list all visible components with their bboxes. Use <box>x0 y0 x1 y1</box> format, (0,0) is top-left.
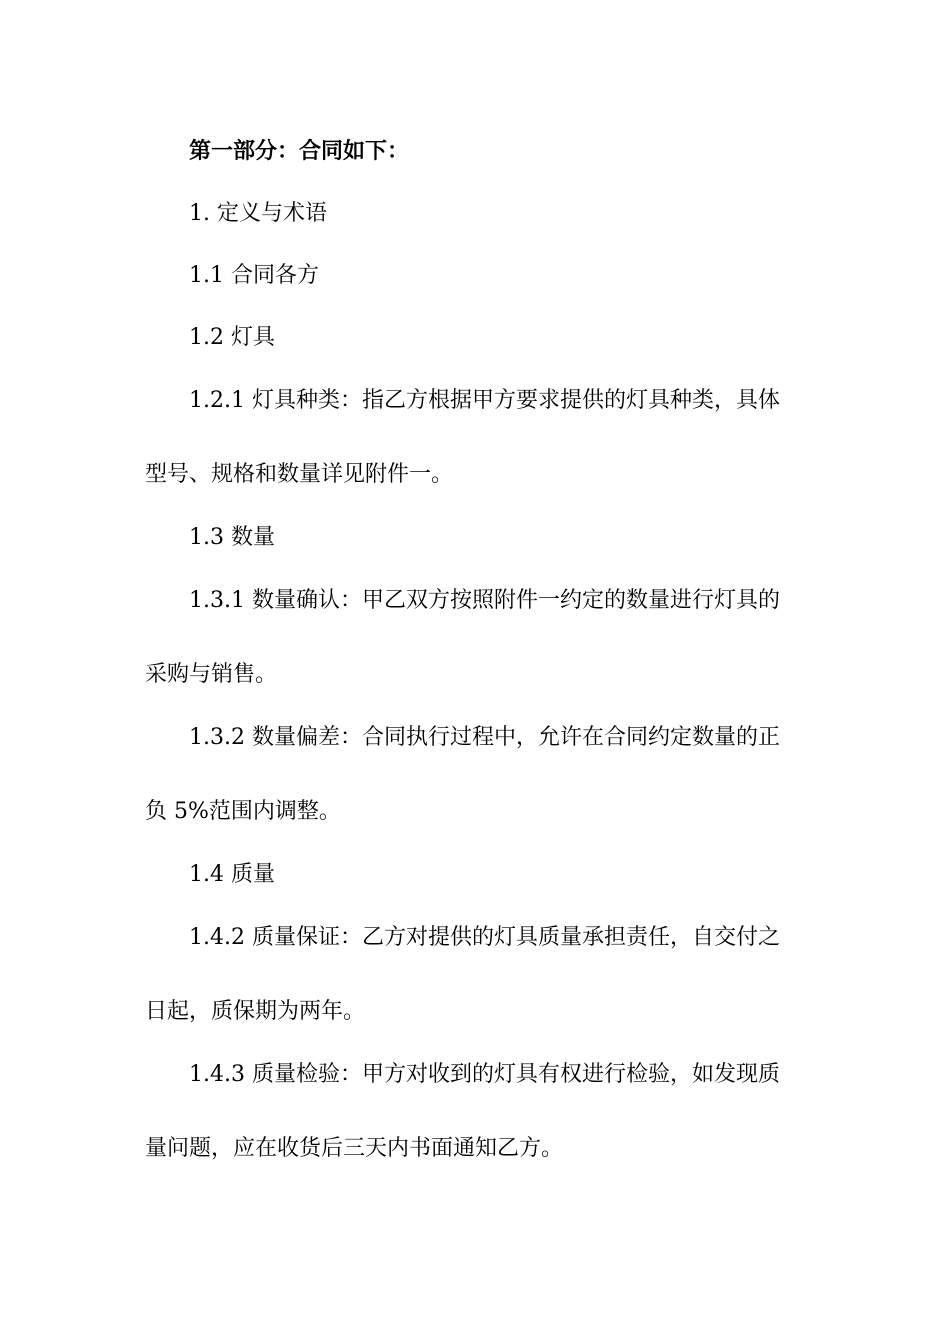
paragraph-quantity-confirm: 1.3.1 数量确认：甲乙双方按照附件一约定的数量进行灯具的 <box>189 588 780 613</box>
paragraph-lamp-types: 1.2.1 灯具种类：指乙方根据甲方要求提供的灯具种类，具体 <box>189 388 780 413</box>
paragraph-quantity-deviation: 1.3.2 数量偏差：合同执行过程中，允许在合同约定数量的正 <box>189 725 780 750</box>
paragraph-quantity: 1.3 数量 <box>189 525 275 550</box>
paragraph-lamp-types-cont: 型号、规格和数量详见附件一。 <box>145 462 454 487</box>
paragraph-quality-guarantee-cont: 日起，质保期为两年。 <box>145 999 366 1024</box>
paragraph-quantity-deviation-cont: 负 5%范围内调整。 <box>145 799 341 824</box>
paragraph-quality-inspection: 1.4.3 质量检验：甲方对收到的灯具有权进行检验，如发现质 <box>189 1062 780 1087</box>
paragraph-quantity-confirm-cont: 采购与销售。 <box>145 662 278 687</box>
section-heading: 第一部分：合同如下： <box>189 139 410 164</box>
paragraph-definitions: 1. 定义与术语 <box>189 201 327 226</box>
paragraph-quality-guarantee: 1.4.2 质量保证：乙方对提供的灯具质量承担责任，自交付之 <box>189 925 780 950</box>
paragraph-quality-inspection-cont: 量问题，应在收货后三天内书面通知乙方。 <box>145 1136 564 1161</box>
paragraph-quality: 1.4 质量 <box>189 862 275 887</box>
paragraph-parties: 1.1 合同各方 <box>189 263 319 288</box>
paragraph-lamps: 1.2 灯具 <box>189 325 275 350</box>
